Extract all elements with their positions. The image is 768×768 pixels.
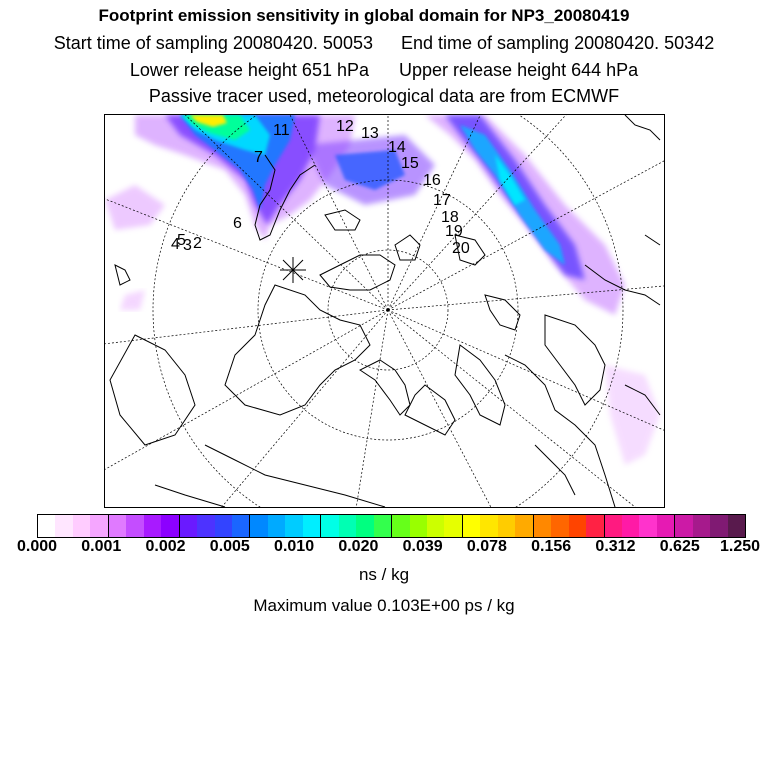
colorbar-swatch [605,515,622,537]
colorbar-swatch [356,515,373,537]
colorbar-tick-label: 1.250 [719,538,761,555]
sampling-times [0,33,768,54]
colorbar-swatch [586,515,604,537]
trajectory-label: 15 [401,155,419,172]
colorbar-swatch [55,515,72,537]
colorbar-swatch [90,515,108,537]
colorbar-swatch [675,515,692,537]
colorbar-swatch [232,515,250,537]
trajectory-label: 19 [445,223,463,240]
colorbar-swatch [728,515,745,537]
colorbar-swatch [73,515,90,537]
trajectory-label: 14 [388,139,406,156]
trajectory-label: 11 [273,122,290,139]
colorbar-swatch [480,515,497,537]
colorbar-tick-label: 0.002 [145,538,186,555]
colorbar-tick-label: 0.005 [209,538,250,555]
trajectory-label: 16 [423,172,441,189]
colorbar-swatch [410,515,427,537]
colorbar-swatch [268,515,285,537]
colorbar-swatch [126,515,143,537]
colorbar-tick-label: 0.156 [531,538,572,555]
colorbar-swatch [534,515,551,537]
colorbar-swatch [250,515,267,537]
tracer-note: Passive tracer used, meteorological data are from ECMWF [148,86,620,106]
colorbar-tick-label: 0.010 [274,538,315,555]
trajectory-label: 13 [361,125,379,142]
colorbar-ticks [0,538,768,558]
colorbar-swatch [444,515,462,537]
colorbar-tick-label: 0.001 [81,538,122,555]
colorbar-swatch [180,515,197,537]
colorbar-swatch [622,515,639,537]
trajectory-label: 4 [171,236,180,253]
colorbar-swatch [339,515,356,537]
trajectory-label: 20 [452,240,470,257]
colorbar-swatch [374,515,392,537]
colorbar-tick-label: 0.039 [402,538,443,555]
colorbar-tick-label: 0.020 [338,538,379,555]
colorbar-swatch [498,515,515,537]
trajectory-label: 5 [177,232,186,249]
trajectory-label: 18 [441,209,459,226]
colorbar-swatch [392,515,409,537]
trajectory-label: 7 [254,149,263,166]
plot-title: Footprint emission sensitivity in global domain for NP3_20080419 [98,6,630,25]
colorbar-swatch [144,515,161,537]
colorbar-tick-label: 0.000 [16,538,58,555]
colorbar-swatch [693,515,710,537]
colorbar-swatch [515,515,533,537]
colorbar-swatch [639,515,656,537]
trajectory-label: 12 [336,118,354,135]
trajectory-label: 17 [433,192,451,209]
trajectory-label: 2 [193,235,202,252]
trajectory-label: 3 [183,237,192,254]
colorbar-swatch [215,515,232,537]
colorbar-swatch [427,515,444,537]
lower-release-height: Lower release height 651 hPa [129,60,369,80]
colorbar-swatch [657,515,675,537]
colorbar-tick-label: 0.078 [466,538,507,555]
upper-release-height: Upper release height 644 hPa [399,60,639,80]
trajectory-label: 6 [233,215,242,232]
max-value: Maximum value 0.103E+00 ps / kg [253,596,515,615]
colorbar-swatch [321,515,338,537]
start-time: Start time of sampling 20080420. 50053 [53,33,373,53]
colorbar-swatch [463,515,480,537]
colorbar-swatch [161,515,179,537]
colorbar-swatch [109,515,126,537]
footprint-map [104,114,665,508]
colorbar [37,514,746,538]
colorbar-tick-label: 0.312 [595,538,636,555]
colorbar-swatch [197,515,214,537]
asterisk-icon [280,257,306,283]
end-time: End time of sampling 20080420. 50342 [400,33,715,53]
map-canvas [105,115,664,507]
colorbar-swatch [38,515,55,537]
colorbar-swatch [551,515,568,537]
colorbar-unit: ns / kg [358,565,410,584]
colorbar-swatch [303,515,321,537]
colorbar-swatch [710,515,727,537]
colorbar-swatch [285,515,302,537]
colorbar-swatch [569,515,586,537]
colorbar-tick-label: 0.625 [659,538,700,555]
release-heights [0,60,768,81]
